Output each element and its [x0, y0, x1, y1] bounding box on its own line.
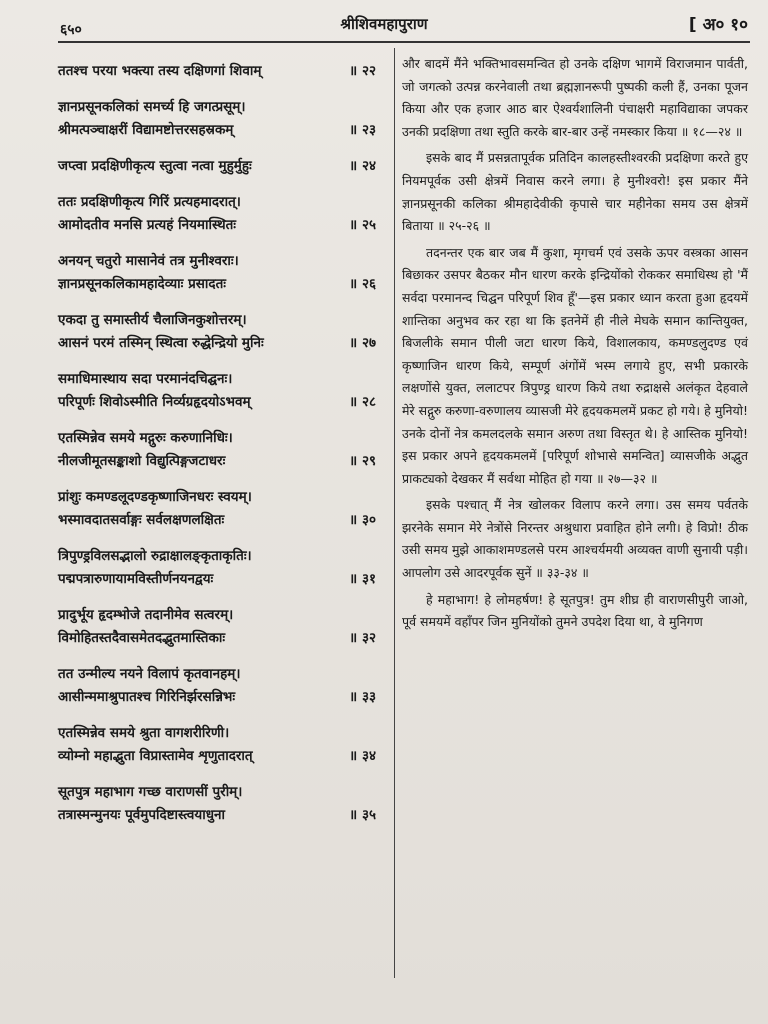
verse-line	[58, 450, 376, 473]
verse-text: सूतपुत्र महाभाग गच्छ वाराणसीं पुरीम्।	[58, 784, 243, 800]
verse-block	[58, 309, 376, 355]
verse-number: ॥ २५	[349, 217, 376, 233]
page-number: ६५०	[60, 22, 82, 38]
verse-block	[58, 191, 376, 237]
verse-text: एकदा तु समास्तीर्य चैलाजिनकुशोत्तरम्।	[58, 312, 247, 328]
verse-text: जप्त्वा प्रदक्षिणीकृत्य स्तुत्वा नत्वा मुहुर्मुहुः	[58, 158, 252, 174]
verse-line	[58, 214, 376, 237]
verse-block	[58, 250, 376, 296]
verse-line	[58, 60, 376, 83]
translation-paragraph: तदनन्तर एक बार जब मैं कुशा, मृगचर्म एवं उसके ऊपर वस्त्रका आसन बिछाकर उसपर बैठकर मौन धारण करके इन्द्रियोंको रोककर समाधिस्थ हो 'मैं सर्वदा परमानन्द चिद्घन परिपूर्ण शिव हूँ'—इस प्रकार ध्यान करता हुआ हृदयमें शान्तिका अनुभव कर रहा था कि इतनेमें ही नीले मेघके समान कान्तियुक्त, बिजलीके समान पीली जटा धारण किये, विशालकाय, कमण्डलुदण्ड एवं कृष्णाजिन धारण किये, सम्पूर्ण अंगोंमें भस्म लगाये हुए, सभी प्रकारके लक्षणोंसे युक्त, ललाटपर त्रिपुण्ड्र धारण किये तथा रुद्राक्षसे अलंकृत देहवाले मेरे सद्गुरु करुणा-वरुणालय व्यासजी मेरे हृदयकमलमें प्रकट हो गये। हे मुनियो! उनके दोनों नेत्र कमलदलके समान अरुण तथा विस्तृत थे। हे आस्तिक मुनियो! इस प्रकार अपने हृदयकमलमें [परिपूर्ण शोभासे समन्वित] व्यासजीके अद्भुत प्राकट्यको देखकर मैं सर्वथा मोहित हो गया ॥ २७—३२ ॥	[402, 244, 748, 486]
verse-text: ज्ञानप्रसूनकलिकां समर्च्य हि जगत्प्रसूम्।	[58, 99, 246, 115]
verse-block	[58, 604, 376, 650]
verse-line	[58, 273, 376, 296]
translation-paragraph: हे महाभाग! हे लोमहर्षण! हे सूतपुत्र! तुम शीघ्र ही वाराणसीपुरी जाओ, पूर्व समयमें वहाँपर जिन मुनियोंको तुमने उपदेश दिया था, वे मुनिगण	[402, 591, 748, 630]
verse-line	[58, 568, 376, 591]
translation-paragraph: और बादमें मैंने भक्तिभावसमन्वित हो उनके दक्षिण भागमें विराजमान पार्वती, जो जगत्को उत्पन्न करनेवाली तथा ब्रह्मज्ञानरूपी पुष्पकी कली हैं, उनका पूजन किया और एक हजार आठ बार ऐश्वर्यशालिनी पंचाक्षरी महाविद्याका जपकर उनकी प्रदक्षिणा तथा स्तुति करके बार-बार उन्हें नमस्कार किया ॥ १८—२४ ॥	[402, 56, 748, 139]
verse-line	[58, 781, 376, 804]
verse-number: ॥ २७	[349, 335, 376, 351]
hindi-translation-column	[402, 53, 748, 638]
verse-block	[58, 155, 376, 178]
verse-line	[58, 191, 376, 214]
verse-line	[58, 722, 376, 745]
verse-number: ॥ २९	[349, 453, 376, 469]
verse-text: तत उन्मील्य नयने विलापं कृतवानहम्।	[58, 666, 241, 682]
verse-text: परिपूर्णः शिवोऽस्मीति निर्व्यग्रहृदयोऽभवम्	[58, 394, 251, 410]
verse-text: ज्ञानप्रसूनकलिकामहादेव्याः प्रसादतः	[58, 276, 226, 292]
verse-line	[58, 155, 376, 178]
verse-line	[58, 486, 376, 509]
verse-text: समाधिमास्थाय सदा परमानंदचिद्घनः।	[58, 371, 233, 387]
running-title: श्रीशिवमहापुराण	[340, 15, 428, 33]
verse-number: ॥ ३२	[349, 630, 376, 646]
verse-text: अनयन् चतुरो मासानेवं तत्र मुनीश्वराः।	[58, 253, 239, 269]
page-header	[0, 0, 768, 44]
verse-number: ॥ २४	[349, 158, 376, 174]
verse-text: एतस्मिन्नेव समये मद्गुरुः करुणानिधिः।	[58, 430, 233, 446]
verse-text: तत्रास्मन्मुनयः पूर्वमुपदिष्टास्त्वयाधुना	[58, 807, 225, 823]
verse-line	[58, 309, 376, 332]
verse-block	[58, 368, 376, 414]
verse-line	[58, 332, 376, 355]
verse-text: प्रादुर्भूय हृदम्भोजे तदानीमेव सत्वरम्।	[58, 607, 234, 623]
verse-block	[58, 427, 376, 473]
verse-text: प्रांशुः कमण्डलूदण्डकृष्णाजिनधरः स्वयम्।	[58, 489, 252, 505]
verse-number: ॥ २२	[349, 63, 376, 79]
verse-text: भस्मावदातसर्वाङ्गः सर्वलक्षणलक्षितः	[58, 512, 225, 528]
verse-number: ॥ ३०	[349, 512, 376, 528]
verse-line	[58, 119, 376, 142]
verse-line	[58, 391, 376, 414]
sanskrit-verses-column	[58, 60, 376, 840]
translation-paragraph: इसके पश्चात् मैं नेत्र खोलकर विलाप करने लगा। उस समय पर्वतके झरनेके समान मेरे नेत्रोंसे निरन्तर अश्रुधारा प्रवाहित होने लगी। हे विप्रो! ठीक उसी समय मुझे आकाशमण्डलसे परम आश्चर्यमयी अव्यक्त वाणी सुनायी पड़ी। आपलोग उसे आदरपूर्वक सुनें ॥ ३३-३४ ॥	[402, 497, 748, 581]
verse-text: व्योम्नो महाद्भुता विप्रास्तामेव शृणुतादरात्	[58, 748, 253, 764]
verse-line	[58, 627, 376, 650]
verse-line	[58, 368, 376, 391]
verse-number: ॥ ३४	[349, 748, 376, 764]
column-divider	[394, 48, 395, 978]
verse-block	[58, 96, 376, 142]
translation-paragraph: इसके बाद मैं प्रसन्नतापूर्वक प्रतिदिन कालहस्तीश्वरकी प्रदक्षिणा करते हुए नियमपूर्वक उसी क्षेत्रमें निवास करने लगा। हे मुनीश्वरो! इस प्रकार मैंने ज्ञानप्रसूनकी कलिका श्रीमहादेवीकी कृपासे चार महीनेका समय उस क्षेत्रमें बिताया ॥ २५-२६ ॥	[402, 150, 748, 234]
verse-line	[58, 427, 376, 450]
verse-block	[58, 722, 376, 768]
verse-line	[58, 604, 376, 627]
verse-line	[58, 96, 376, 119]
verse-text: आसीन्ममाश्रुपातश्च गिरिनिर्झरसन्निभः	[58, 689, 236, 705]
verse-line	[58, 745, 376, 768]
verse-number: ॥ २८	[349, 394, 376, 410]
verse-line	[58, 804, 376, 827]
verse-text: ततश्च परया भक्त्या तस्य दक्षिणगां शिवाम्	[58, 63, 262, 79]
header-rule	[58, 41, 750, 43]
verse-text: नीलजीमूतसङ्काशो विद्युत्पिङ्गजटाधरः	[58, 453, 226, 469]
verse-text: त्रिपुण्ड्रविलसद्भालो रुद्राक्षालङ्कृताकृतिः।	[58, 548, 252, 564]
verse-text: आसनं परमं तस्मिन् स्थित्वा रुद्धेन्द्रियो मुनिः	[58, 335, 264, 351]
verse-text: पद्मपत्रारुणायामविस्तीर्णनयनद्वयः	[58, 571, 214, 587]
verse-line	[58, 663, 376, 686]
verse-block	[58, 486, 376, 532]
verse-line	[58, 509, 376, 532]
verse-text: ततः प्रदक्षिणीकृत्य गिरिं प्रत्यहमादरात्।	[58, 194, 241, 210]
verse-line	[58, 545, 376, 568]
verse-text: श्रीमत्पञ्चाक्षरीं विद्यामष्टोत्तरसहस्रकम्	[58, 122, 234, 138]
verse-number: ॥ ३१	[349, 571, 376, 587]
verse-text: विमोहितस्तदैवासमेतदद्भुतमास्तिकाः	[58, 630, 226, 646]
verse-block	[58, 60, 376, 83]
verse-number: ॥ ३५	[349, 807, 376, 823]
verse-text: एतस्मिन्नेव समये श्रुता वागशरीरिणी।	[58, 725, 230, 741]
verse-number: ॥ ३३	[349, 689, 376, 705]
verse-line	[58, 250, 376, 273]
verse-block	[58, 663, 376, 709]
verse-text: आमोदतीव मनसि प्रत्यहं नियमास्थितः	[58, 217, 237, 233]
verse-number: ॥ २३	[349, 122, 376, 138]
verse-block	[58, 545, 376, 591]
verse-line	[58, 686, 376, 709]
verse-number: ॥ २६	[349, 276, 376, 292]
chapter-marker: [ अ० १०	[688, 15, 748, 35]
verse-block	[58, 781, 376, 827]
